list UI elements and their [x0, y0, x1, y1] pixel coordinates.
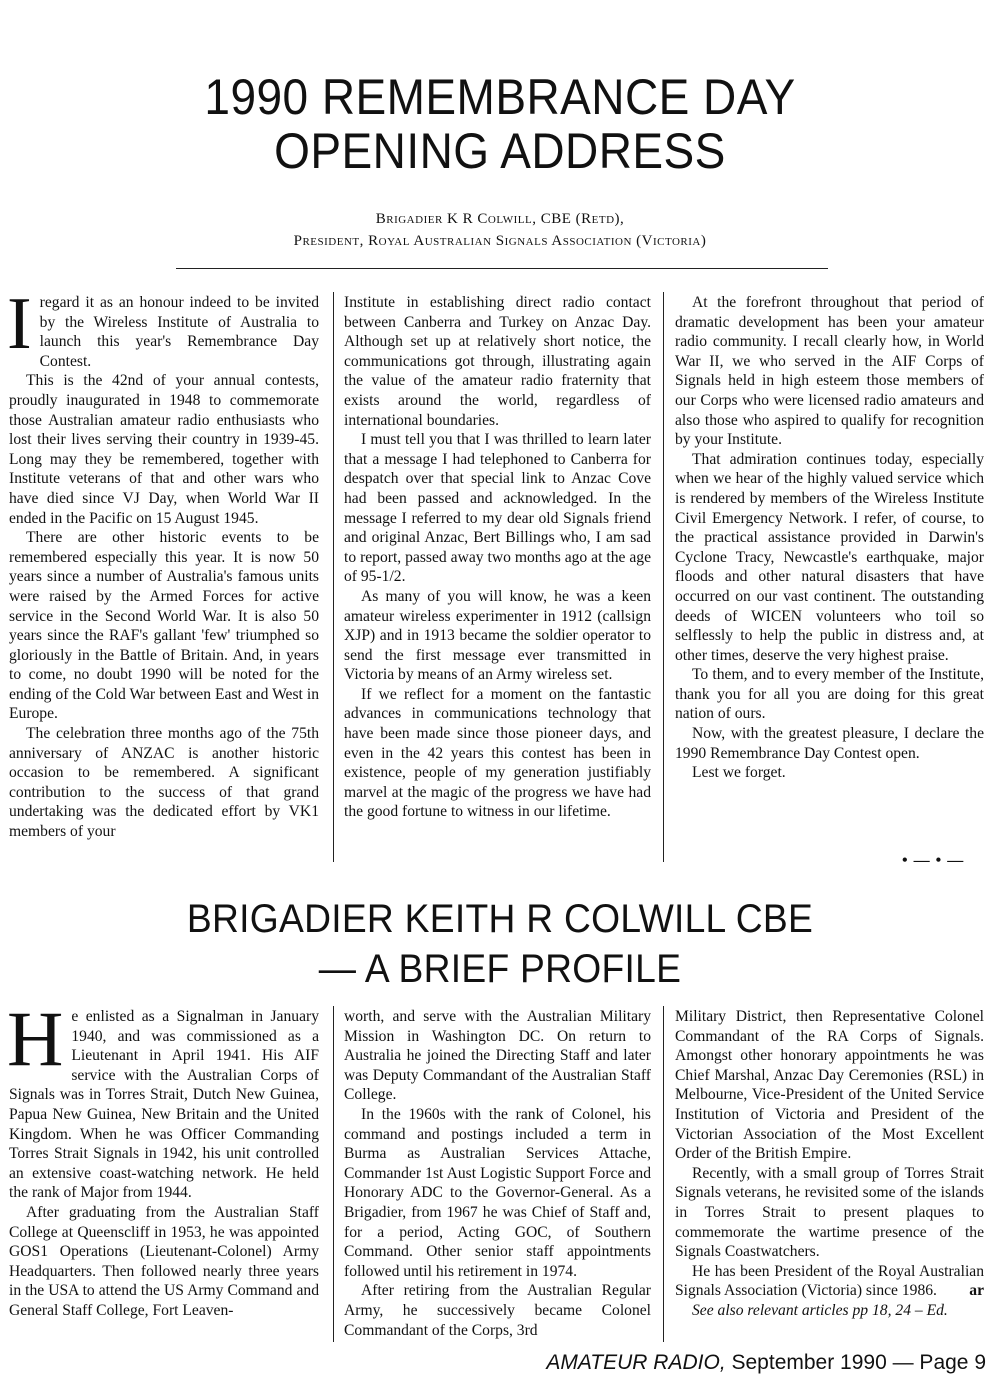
- paragraph: Now, with the greatest pleasure, I declare the 1990 Remembrance Day Contest open.: [675, 725, 984, 762]
- paragraph: Military District, then Representative Colonel Commandant of the RA Corps of Signals. Amongst other honorary appointments he was Chief Marshal, Anzac Day Ceremonies (RSL) in Melbourne, Vice-President of the United Service Institution of Victoria and President of the Victorian Association of the Most Excellent Order of the British Empire.: [675, 1008, 984, 1163]
- paragraph: Recently, with a small group of Torres Strait Signals veterans, he revisited some of the islands in Torres Strait to present plaques to commemorate the wartime presence of the Signals Coastwatchers.: [675, 1164, 984, 1261]
- paragraph: In the 1960s with the rank of Colonel, his command and postings included a term in Burma as Australian Services Attache, Commander 1st Aust Logistic Support Force and Honorary ADC to the Governor-General. As a Brigadier, from 1967 he was Chief of Staff and, for a period, Acting GOC, of Southern Command. Other senior staff appointments followed until his retirement in 1974.: [344, 1105, 651, 1280]
- article-column-2: [344, 293, 651, 822]
- paragraph: That admiration continues today, especially when we hear of the highly valued service which is rendered by members of the Wireless Institute Civil Emergency Network. I refer, of course, to the practical assistance provided in Darwin's Cyclone Tracy, Newcastle's earthquake, major floods and other natural disasters that have occurred on our vast continent. The outstanding deeds of WICEN volunteers who toil so selflessly to help the public in distress and, at other times, deserve the very highest praise.: [675, 450, 984, 664]
- paragraph: The celebration three months ago of the 75th anniversary of ANZAC is another historic occasion to be remembered. A significant contribution to the success of that grand undertaking was the dedicated effort by VK1 members of your: [9, 725, 319, 841]
- end-mark: • — • —: [902, 852, 965, 869]
- profile-column-2: [344, 1007, 651, 1340]
- paragraph: Iregard it as an honour indeed to be invited by the Wireless Institute of Australia to launch this year's Remembrance Day Contest.: [7, 283, 319, 370]
- profile-title: [35, 894, 965, 994]
- paragraph: worth, and serve with the Australian Military Mission in Washington DC. On return to Australia he joined the Directing Staff and later was Deputy Commandant of the Australian Staff College.: [344, 1008, 651, 1104]
- profile-column-1: [7, 995, 319, 1321]
- paragraph: At the forefront throughout that period of dramatic development has been your amateur radio community. I recall clearly how, in World War II, we who served in the AIF Corps of Signals held in high esteem those members of our Corps who were licensed radio amateurs and also those who aspired to qualify for recognition by your Institute.: [675, 294, 984, 449]
- column-divider: [333, 292, 334, 862]
- column-divider: [663, 292, 664, 862]
- column-divider: [333, 1006, 334, 1342]
- article-title-line1: 1990 REMEMBRANCE DAY: [204, 69, 796, 125]
- author-byline: [0, 208, 1000, 252]
- paragraph: He enlisted as a Signalman in January 1940, and was commissioned as a Lieutenant in April 1941. His AIF service with the Australian Corps of Signals was in Torres Strait, Dutch New Guinea, Papua New Guinea, New Britain and the United Kingdom. When he was Officer Commanding Torres Strait Signals in 1942, his unit controlled an extensive coast-watching network. He held the rank of Major from 1944.: [7, 995, 319, 1202]
- paragraph: Institute in establishing direct radio contact between Canberra and Turkey on Anzac Day. Although set up at relatively short notice, the communications got through, illustrating again the value of the amateur radio fraternity that exists around the world, regardless of international boundaries.: [344, 294, 651, 429]
- paragraph: I must tell you that I was thrilled to learn later that a message I had telephoned to Canberra for despatch over that special link to Anzac Cove had been passed and acknowledged. In the message I referred to my dear old Signals friend and original Anzac, Bert Billings who, I am sad to report, passed away two months ago at the age of 95-1/2.: [344, 431, 651, 586]
- drop-cap: I: [7, 283, 32, 365]
- see-also-note: See also relevant articles pp 18, 24 – Ed.: [692, 1301, 948, 1319]
- issue-page: September 1990 — Page 9: [725, 1351, 986, 1374]
- profile-title-line2: — A BRIEF PROFILE: [318, 947, 682, 991]
- article-title: [40, 70, 960, 178]
- profile-column-3: [675, 1007, 984, 1321]
- paragraph: This is the 42nd of your annual contests, proudly inaugurated in 1948 to commemorate those Australian amateur radio enthusiasts who lost their lives serving their country in 1939-45. Long may they be remembered, together with Institute veterans of that and other wars who have died since VJ Day, when World War II ended in the Pacific on 15 August 1945.: [9, 372, 319, 527]
- paragraph: As many of you will know, he was a keen amateur wireless experimenter in 1912 (callsign XJP) and in 1913 became the soldier operator to send the first message ever transmitted in Victoria by means of an Army wireless set.: [344, 587, 651, 684]
- author-name: Brigadier K R Colwill, CBE (Retd),: [375, 211, 625, 227]
- author-affiliation: President, Royal Australian Signals Association (Victoria): [293, 233, 707, 249]
- paragraph: To them, and to every member of the Institute, thank you for all you are doing for this great nation of ours.: [675, 666, 984, 723]
- magazine-name: AMATEUR RADIO,: [546, 1351, 726, 1374]
- paragraph: After retiring from the Australian Regular Army, he successively became Colonel Commandant of the Corps, 3rd: [344, 1282, 651, 1339]
- article-column-3: [675, 293, 984, 783]
- paragraph: If we reflect for a moment on the fantastic advances in communications technology that have been made since those pioneer days, and even in the 42 years this contest has been in existence, people of my generation justifiably marvel at the magic of the progress we have had the good fortune to witness in our lifetime.: [344, 685, 651, 821]
- drop-cap: H: [7, 995, 64, 1082]
- title-divider: [176, 268, 828, 269]
- end-mark: ar: [969, 1282, 984, 1300]
- paragraph: Lest we forget.: [692, 764, 786, 782]
- article-column-1: [7, 283, 319, 842]
- paragraph: He has been President of the Royal Australian Signals Association (Victoria) since 1986. ar: [675, 1262, 984, 1300]
- page-footer: [546, 1350, 986, 1376]
- paragraph: After graduating from the Australian Staff College at Queenscliff in 1953, he was appointed GOS1 Operations (Lieutenant-Colonel) Army Headquarters. Then followed nearly three years in the USA to attend the US Army Command and General Staff College, Fort Leaven-: [9, 1203, 319, 1319]
- profile-title-line1: BRIGADIER KEITH R COLWILL CBE: [186, 897, 814, 941]
- paragraph: There are other historic events to be remembered especially this year. It is now 50 years since a number of Australia's famous units were raised by the Armed Forces for active service in the Second World War. It is also 50 years since the RAF's gallant 'few' triumphed so gloriously in the Battle of Britain. And, in years to come, no doubt 1990 will be noted for the ending of the Cold War between East and West in Europe.: [9, 529, 319, 723]
- article-title-line2: OPENING ADDRESS: [274, 123, 726, 179]
- column-divider: [663, 1006, 664, 1342]
